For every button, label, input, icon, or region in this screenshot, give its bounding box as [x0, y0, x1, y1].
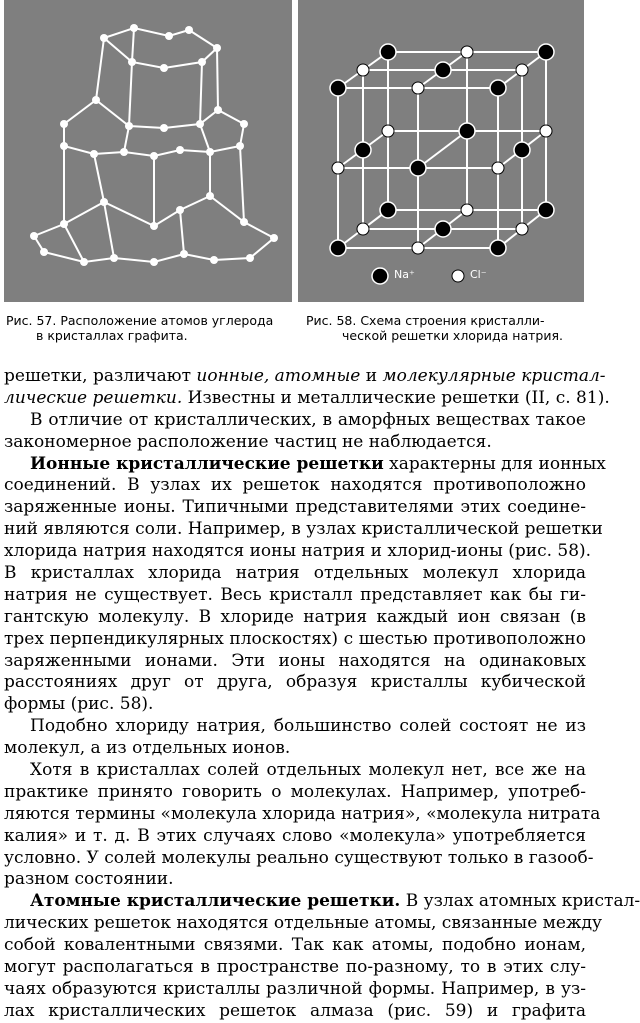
text-line: практике принято говорить о молекулах. Например, употреб-	[4, 781, 586, 802]
text-line: закономерное расположение частиц не наблюдается.	[4, 431, 492, 452]
fig57-caption-line1: Рис. 57. Расположение атомов углерода	[6, 313, 274, 328]
graphite-figure	[4, 0, 292, 302]
text-line: решетки, различают ионные, атомные и молекулярные кристал-	[4, 366, 606, 386]
nacl-figure	[298, 0, 584, 302]
fig57-caption	[6, 313, 292, 343]
cl-legend-label: Cl⁻	[470, 268, 487, 281]
body-text	[4, 366, 640, 1023]
text-line: условно. У солей молекулы реально существуют только в газооб-	[4, 847, 594, 868]
text-line: лические решетки. Известны и металлические решетки (II, с. 81).	[4, 387, 610, 408]
text-line: лических решеток находятся отдельные атомы, связанные между	[4, 913, 603, 934]
fig57-caption-line2: в кристаллах графита.	[36, 328, 188, 343]
text-line: ний являются соли. Например, в узлах кристаллической решетки	[4, 519, 603, 540]
text-line: В отличие от кристаллических, в аморфных веществах такое	[30, 409, 586, 430]
text-line: заряженные ионы. Типичными представителями этих соедине-	[4, 497, 586, 518]
fig58-caption-line2: ческой решетки хлорида натрия.	[342, 328, 563, 343]
fig58-caption-line1: Рис. 58. Схема строения кристалли-	[306, 313, 545, 328]
text-line: Хотя в кристаллах солей отдельных молекул нет, все же на	[30, 760, 586, 781]
text-line: В кристаллах хлорида натрия отдельных молекул хлорида	[4, 563, 586, 584]
cl-legend-marker	[452, 270, 464, 282]
text-line: лах кристаллических решеток алмаза (рис. 59) и графита	[4, 1000, 586, 1021]
na-legend-label: Na⁺	[394, 268, 415, 281]
text-line: собой ковалентными связями. Так как атомы, подобно ионам,	[4, 935, 586, 956]
text-line: калия» и т. д. В этих случаях слово «молекула» употребляется	[4, 825, 586, 846]
heading-ionic-lattices: Ионные кристаллические решетки	[30, 453, 384, 474]
text-line: ляются термины «молекула хлорида натрия», «молекула нитрата	[4, 803, 601, 824]
graphite-lattice-illustration	[4, 0, 292, 302]
text-line: Атомные кристаллические решетки. В узлах атомных кристал-	[30, 891, 640, 912]
text-line: натрия не существует. Весь кристалл представляет как бы ги-	[4, 584, 586, 605]
text-line: гантскую молекулу. В хлориде натрия каждый ион связан (в	[4, 606, 586, 627]
heading-atomic-lattices: Атомные кристаллические решетки.	[30, 891, 401, 912]
text-line: заряженными ионами. Эти ионы находятся на одинаковых	[4, 650, 586, 671]
text-line: молекул, а из отдельных ионов.	[4, 738, 291, 759]
nacl-lattice-illustration	[298, 0, 584, 302]
text-line: расстояниях друг от друга, образуя кристаллы кубической	[4, 672, 586, 693]
text-line: формы (рис. 58).	[4, 694, 154, 715]
na-legend-marker	[372, 268, 388, 284]
text-line: могут располагаться в пространстве по-разному, то в этих слу-	[4, 957, 586, 978]
text-line: Подобно хлориду натрия, большинство солей состоят не из	[30, 716, 586, 737]
text-line: трех перпендикулярных плоскостях) с шестью противоположно	[4, 628, 586, 649]
text-line: Ионные кристаллические решетки характерны для ионных	[30, 453, 606, 474]
text-line: разном состоянии.	[4, 869, 174, 890]
fig58-caption	[306, 313, 586, 343]
text-line: соединений. В узлах их решеток находятся противоположно	[4, 475, 586, 496]
text-line: чаях образуются кристаллы различной формы. Например, в уз-	[4, 978, 586, 999]
text-line: хлорида натрия находятся ионы натрия и хлорид-ионы (рис. 58).	[4, 541, 592, 562]
